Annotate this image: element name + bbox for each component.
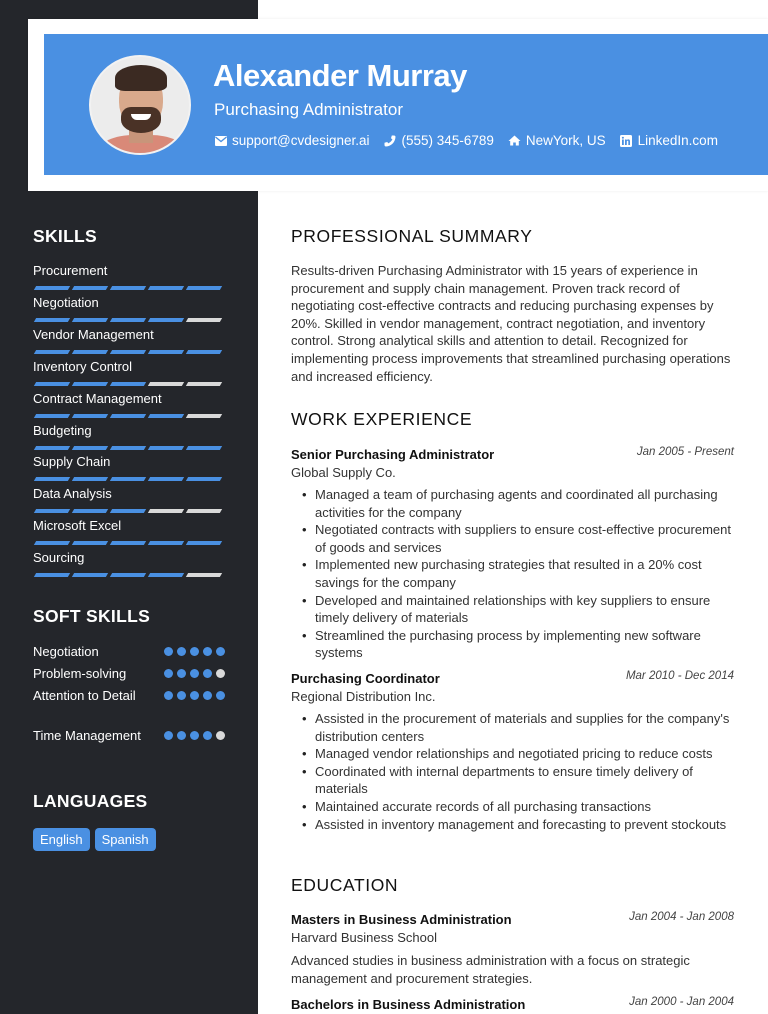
skill-level-segment [186, 286, 222, 290]
skill-item [33, 518, 223, 545]
languages-list [33, 828, 156, 851]
soft-skill-item [33, 727, 225, 745]
skill-level-segment [34, 414, 70, 418]
rating-dot [216, 691, 225, 700]
skill-level-segment [148, 414, 184, 418]
rating-dot [190, 669, 199, 678]
skill-level-bar [35, 541, 223, 545]
skill-level-segment [72, 446, 108, 450]
soft-skill-name: Attention to Detail [33, 688, 136, 703]
soft-skill-name: Problem-solving [33, 666, 127, 681]
rating-dot [190, 647, 199, 656]
skill-level-bar [35, 446, 223, 450]
skill-level-segment [148, 541, 184, 545]
skill-level-bar [35, 382, 223, 386]
skill-level-segment [186, 477, 222, 481]
job-bullet: • Streamlined the purchasing process by implementing new software systems [315, 627, 740, 662]
skill-item [33, 263, 223, 290]
soft-skill-item [33, 665, 225, 683]
skill-item [33, 486, 223, 513]
rating-dot [216, 731, 225, 740]
rating-dot [203, 731, 212, 740]
rating-dot [177, 669, 186, 678]
job-bullet: • Implemented new purchasing strategies that resulted in a 20% cost savings for the company [315, 556, 740, 591]
job-bullet: • Maintained accurate records of all purchasing transactions [315, 798, 740, 816]
skill-level-segment [72, 509, 108, 513]
rating-dot [203, 669, 212, 678]
skill-name: Negotiation [33, 294, 99, 310]
contact-location [508, 133, 606, 148]
skill-level-segment [110, 382, 146, 386]
skill-level-segment [148, 286, 184, 290]
job-bullets [315, 710, 740, 833]
rating-dot [216, 647, 225, 656]
job-bullet: • Negotiated contracts with suppliers to ensure cost-effective procurement of goods and services [315, 521, 740, 556]
job-bullet: • Developed and maintained relationships with key suppliers to ensure timely delivery of materials [315, 592, 740, 627]
soft-skill-rating [164, 687, 225, 705]
skill-name: Sourcing [33, 550, 85, 566]
contact-email[interactable] [214, 133, 370, 148]
rating-dot [177, 691, 186, 700]
skill-level-segment [34, 382, 70, 386]
rating-dot [164, 669, 173, 678]
skill-level-segment [148, 350, 184, 354]
rating-dot [177, 731, 186, 740]
contact-linkedin-text: LinkedIn.com [637, 133, 718, 148]
education-heading: EDUCATION [291, 875, 399, 895]
skill-level-segment [72, 573, 108, 577]
skill-level-segment [186, 318, 222, 322]
soft-skill-rating [164, 727, 225, 745]
skill-level-segment [72, 414, 108, 418]
skill-item [33, 550, 223, 577]
skill-level-segment [34, 446, 70, 450]
skill-level-segment [34, 318, 70, 322]
skill-name: Procurement [33, 263, 108, 278]
summary-heading: PROFESSIONAL SUMMARY [291, 226, 533, 246]
soft-skills-heading: SOFT SKILLS [33, 606, 151, 626]
rating-dot [190, 691, 199, 700]
skill-level-segment [148, 509, 184, 513]
skill-level-segment [72, 541, 108, 545]
skill-level-segment [186, 414, 222, 418]
skill-level-segment [34, 573, 70, 577]
experience-heading: WORK EXPERIENCE [291, 409, 473, 429]
skill-level-segment [110, 509, 146, 513]
contact-list [214, 133, 718, 148]
skill-level-bar [35, 477, 223, 481]
candidate-name: Alexander Murray [213, 58, 467, 93]
skill-name: Budgeting [33, 422, 92, 438]
skills-heading: SKILLS [33, 226, 98, 246]
rating-dot [164, 691, 173, 700]
summary-text: Results-driven Purchasing Administrator with 15 years of experience in procurement and supply chain management. Proven track record of negotiating cost-effective contracts and reducing purchasing expenses by 20%. Skilled in vendor management, contract negotiation, and inventory control. Strong analytical skills and attention to detail. Recognized for implementing process improvements that streamlined purchasing operations and increased efficiency. [291, 263, 731, 384]
skill-level-bar [35, 350, 223, 354]
soft-skill-rating [164, 643, 225, 661]
skill-level-segment [148, 382, 184, 386]
skill-name: Data Analysis [33, 486, 112, 502]
skill-level-segment [148, 573, 184, 577]
skill-level-segment [148, 477, 184, 481]
skill-level-segment [110, 414, 146, 418]
skill-level-segment [186, 350, 222, 354]
skill-level-segment [34, 350, 70, 354]
linkedin-icon [620, 134, 633, 147]
job-title: Senior Purchasing Administrator [291, 447, 495, 462]
avatar-smile [131, 114, 151, 120]
avatar-hair [115, 65, 167, 91]
soft-skill-name: Negotiation [33, 644, 99, 659]
skill-level-bar [35, 509, 223, 513]
skill-item [33, 391, 223, 418]
job-company: Regional Distribution Inc. [291, 689, 436, 704]
skill-level-segment [34, 509, 70, 513]
skill-name: Microsoft Excel [33, 518, 122, 534]
job-bullet: • Assisted in the procurement of materials and supplies for the company's distribution centers [315, 710, 740, 745]
skill-item [33, 327, 223, 354]
degree-title: Bachelors in Business Administration [291, 997, 526, 1012]
job-title: Purchasing Coordinator [291, 671, 440, 686]
degree-description: Advanced studies in business administration with a focus on strategic management and procurement strategies. [291, 953, 690, 986]
soft-skill-name: Time Management [33, 728, 141, 743]
degree-title: Masters in Business Administration [291, 912, 512, 927]
skill-level-bar [35, 318, 223, 322]
skill-name: Vendor Management [33, 326, 154, 342]
contact-phone-text: (555) 345-6789 [401, 133, 494, 148]
envelope-icon [214, 134, 227, 147]
candidate-title: Purchasing Administrator [214, 100, 403, 119]
skill-level-segment [148, 318, 184, 322]
rating-dot [164, 647, 173, 656]
job-bullet: • Coordinated with internal departments to ensure timely delivery of materials [315, 763, 740, 798]
language-badge-spanish: Spanish [95, 828, 156, 851]
skill-level-segment [148, 446, 184, 450]
skill-level-segment [110, 318, 146, 322]
school-name: Harvard Business School [291, 930, 437, 945]
skill-level-segment [186, 382, 222, 386]
skill-level-segment [34, 541, 70, 545]
languages-heading: LANGUAGES [33, 791, 148, 811]
skill-level-segment [110, 541, 146, 545]
skill-level-segment [72, 350, 108, 354]
skill-item [33, 359, 223, 386]
language-badge-english: English [33, 828, 90, 851]
skill-item [33, 295, 223, 322]
skill-level-segment [72, 318, 108, 322]
skill-level-segment [72, 477, 108, 481]
soft-skill-item [33, 643, 225, 661]
skill-level-segment [186, 509, 222, 513]
skill-item [33, 454, 223, 481]
job-date: Jan 2005 - Present [636, 446, 734, 458]
job-bullet: • Assisted in inventory management and forecasting to prevent stockouts [315, 816, 740, 834]
degree-date: Jan 2000 - Jan 2004 [629, 996, 734, 1008]
rating-dot [203, 647, 212, 656]
contact-email-text: support@cvdesigner.ai [232, 133, 370, 148]
skill-item [33, 423, 223, 450]
contact-phone[interactable] [384, 133, 494, 148]
skill-level-segment [34, 477, 70, 481]
skill-level-bar [35, 286, 223, 290]
skill-level-segment [110, 573, 146, 577]
avatar-beard [121, 107, 161, 133]
phone-icon [384, 134, 397, 147]
contact-linkedin[interactable] [620, 133, 718, 148]
degree-date: Jan 2004 - Jan 2008 [629, 911, 734, 923]
skill-level-bar [35, 414, 223, 418]
skill-level-segment [72, 382, 108, 386]
job-date: Mar 2010 - Dec 2014 [625, 670, 734, 682]
skill-level-segment [110, 350, 146, 354]
skill-name: Inventory Control [33, 358, 132, 374]
skill-level-segment [110, 477, 146, 481]
skill-level-segment [186, 446, 222, 450]
job-bullet: • Managed a team of purchasing agents and coordinated all purchasing activities for the company [315, 486, 740, 521]
skill-level-bar [35, 573, 223, 577]
rating-dot [164, 731, 173, 740]
job-company: Global Supply Co. [291, 465, 396, 480]
skill-level-segment [186, 541, 222, 545]
skill-name: Supply Chain [33, 454, 111, 470]
rating-dot [177, 647, 186, 656]
skill-level-segment [186, 573, 222, 577]
skill-level-segment [34, 286, 70, 290]
contact-location-text: NewYork, US [525, 133, 606, 148]
rating-dot [216, 669, 225, 678]
rating-dot [203, 691, 212, 700]
skill-level-segment [110, 286, 146, 290]
rating-dot [190, 731, 199, 740]
job-bullet: • Managed vendor relationships and negotiated pricing to reduce costs [315, 745, 740, 763]
skill-name: Contract Management [33, 390, 162, 406]
skill-level-segment [110, 446, 146, 450]
soft-skill-rating [164, 665, 225, 683]
job-bullets [315, 486, 740, 662]
avatar [89, 55, 191, 155]
soft-skill-item [33, 687, 225, 705]
skill-level-segment [72, 286, 108, 290]
home-icon [508, 134, 521, 147]
